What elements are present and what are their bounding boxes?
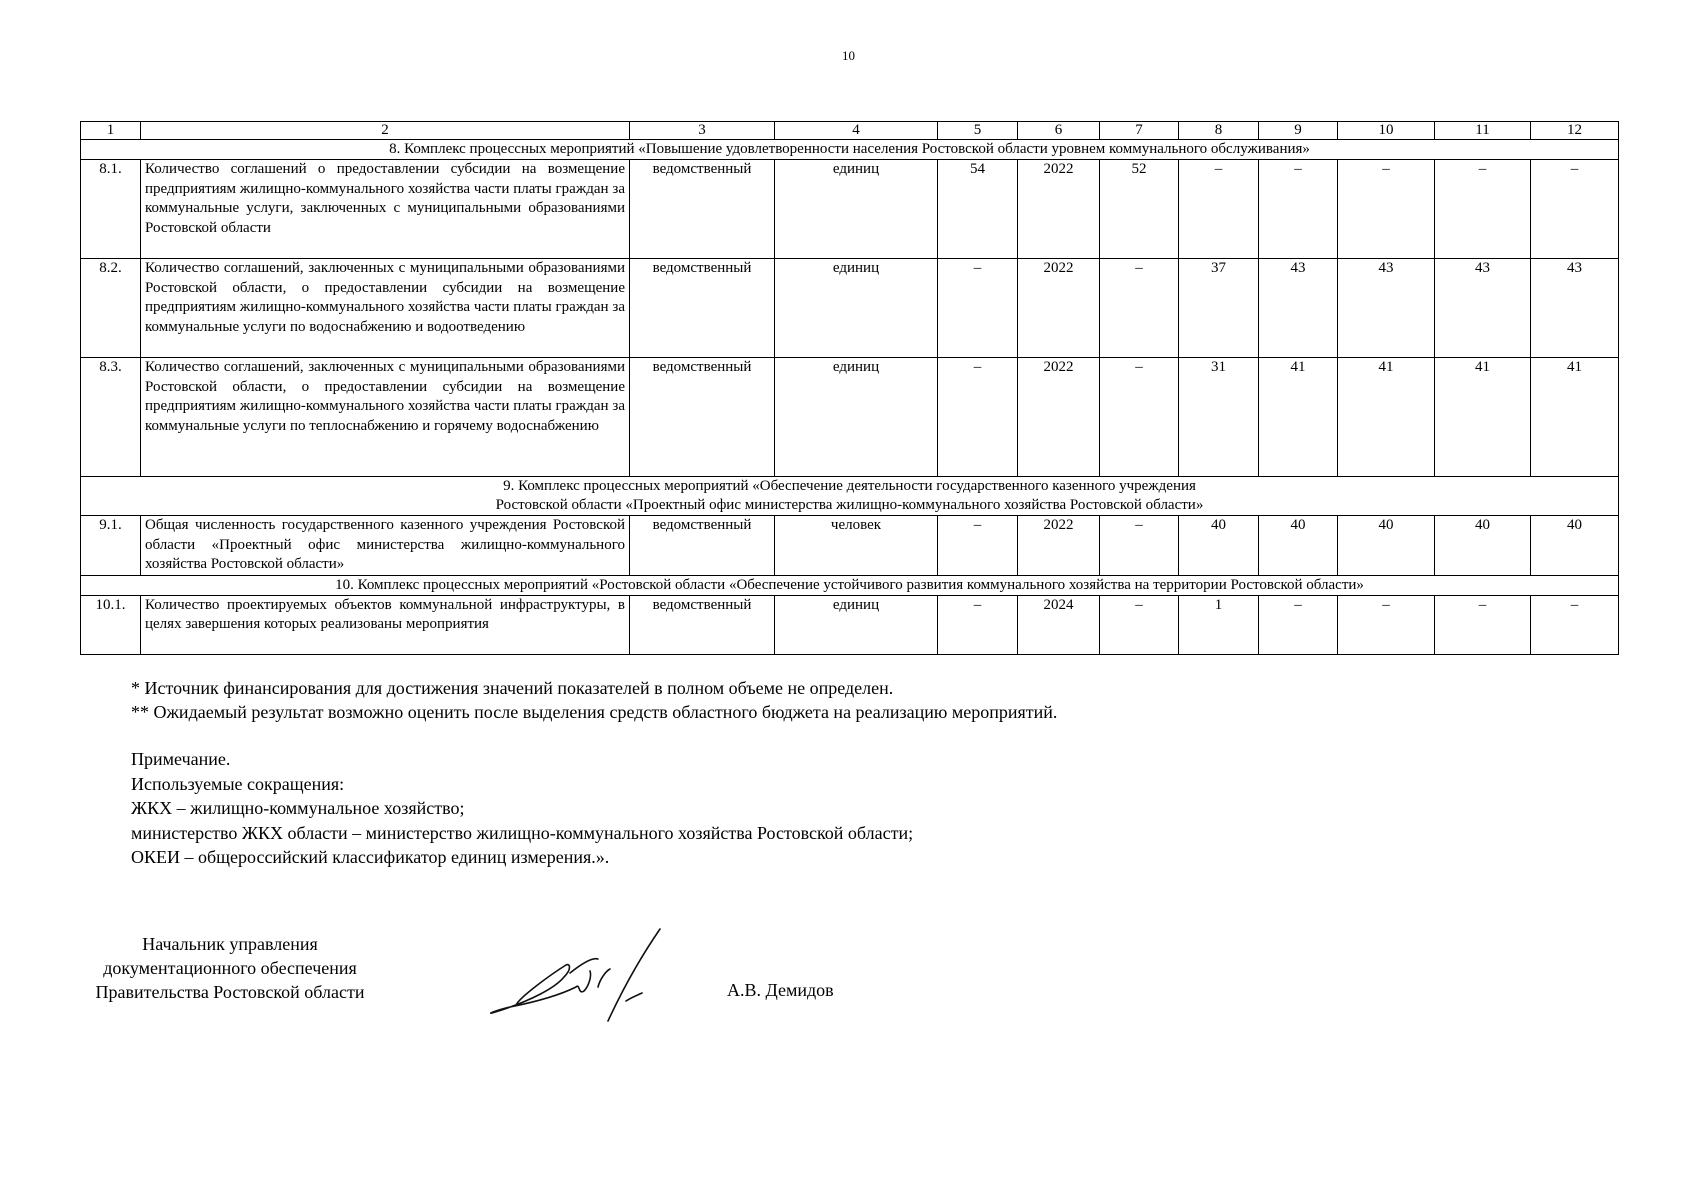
column-header: 9 [1259, 122, 1338, 140]
cell: – [1100, 259, 1179, 358]
cell: – [938, 595, 1018, 654]
row-number: 8.1. [81, 160, 141, 259]
cell: – [938, 516, 1018, 576]
cell: 40 [1338, 516, 1435, 576]
unit: единиц [775, 160, 938, 259]
cell: 40 [1531, 516, 1619, 576]
column-header: 12 [1531, 122, 1619, 140]
cell: 43 [1531, 259, 1619, 358]
indicator-type: ведомственный [630, 160, 775, 259]
cell: – [938, 259, 1018, 358]
indicator-name: Количество соглашений, заключенных с муниципальными образованиями Ростовской области, о предоставлении субсидии на возмещение предприятиям жилищно-коммунального хозяйства части платы граждан за коммунальные услуги по теплоснабжению и горячему водоснабжению [141, 358, 630, 477]
signatory-name: А.В. Демидов [727, 980, 834, 1000]
cell: 54 [938, 160, 1018, 259]
column-header: 4 [775, 122, 938, 140]
abbreviation-item: министерство ЖКХ области – министерство жилищно-коммунального хозяйства Ростовской области; [131, 822, 914, 843]
column-header: 2 [141, 122, 630, 140]
column-header: 7 [1100, 122, 1179, 140]
row-number: 8.3. [81, 358, 141, 477]
cell: – [1435, 160, 1531, 259]
table-row [81, 160, 1619, 259]
column-header: 1 [81, 122, 141, 140]
row-number: 9.1. [81, 516, 141, 576]
cell: – [1338, 160, 1435, 259]
abbreviations-title: Используемые сокращения: [131, 773, 345, 794]
unit: единиц [775, 595, 938, 654]
section-title-line: 9. Комплекс процессных мероприятий «Обеспечение деятельности государственного казенного учреждения [503, 478, 1196, 494]
unit: человек [775, 516, 938, 576]
column-header: 11 [1435, 122, 1531, 140]
table-row [81, 358, 1619, 477]
footnote: * Источник финансирования для достижения значений показателей в полном объеме не определен. [131, 678, 894, 698]
cell: – [1435, 595, 1531, 654]
indicator-name: Общая численность государственного казенного учреждения Ростовской области «Проектный офис министерства жилищно-коммунального хозяйства Ростовской области» [141, 516, 630, 576]
cell: 1 [1179, 595, 1259, 654]
cell: 43 [1338, 259, 1435, 358]
cell: 40 [1179, 516, 1259, 576]
abbreviations-note [131, 747, 913, 870]
column-header: 10 [1338, 122, 1435, 140]
unit: единиц [775, 358, 938, 477]
cell: – [1100, 595, 1179, 654]
cell: 31 [1179, 358, 1259, 477]
indicator-type: ведомственный [630, 259, 775, 358]
table-header-row [81, 122, 1619, 140]
abbreviation-item: ЖКХ – жилищно-коммунальное хозяйство; [131, 798, 465, 818]
cell: 40 [1259, 516, 1338, 576]
indicator-type: ведомственный [630, 595, 775, 654]
section-title: 8. Комплекс процессных мероприятий «Повышение удовлетворенности населения Ростовской области уровнем коммунального обслуживания» [81, 140, 1619, 160]
cell: – [1259, 160, 1338, 259]
indicators-table [80, 121, 1619, 655]
section-row [81, 477, 1619, 516]
note-heading: Примечание. [131, 749, 231, 769]
indicator-name: Количество соглашений, заключенных с муниципальными образованиями Ростовской области, о предоставлении субсидии на возмещение предприятиям жилищно-коммунального хозяйства части платы граждан за коммунальные услуги по водоснабжению и водоотведению [141, 259, 630, 358]
section-title [81, 477, 1619, 516]
unit: единиц [775, 259, 938, 358]
cell: 52 [1100, 160, 1179, 259]
signatory-title-line: Начальник управления [142, 934, 318, 954]
row-number: 8.2. [81, 259, 141, 358]
section-row [81, 575, 1619, 595]
page-number: 10 [842, 48, 855, 63]
section-title-line: Ростовской области «Проектный офис министерства жилищно-коммунального хозяйства Ростовской области» [495, 497, 1204, 513]
cell: 2022 [1018, 516, 1100, 576]
indicator-type: ведомственный [630, 358, 775, 477]
table-row [81, 516, 1619, 576]
table-row [81, 259, 1619, 358]
column-header: 6 [1018, 122, 1100, 140]
cell: 43 [1435, 259, 1531, 358]
indicator-type: ведомственный [630, 516, 775, 576]
column-header: 8 [1179, 122, 1259, 140]
section-row [81, 140, 1619, 160]
section-title: 10. Комплекс процессных мероприятий «Ростовской области «Обеспечение устойчивого развития коммунального хозяйства на территории Ростовской области» [81, 575, 1619, 595]
signatory-title-line: Правительства Ростовской области [95, 982, 365, 1002]
footnotes [131, 676, 1057, 724]
cell: 2024 [1018, 595, 1100, 654]
cell: – [1100, 516, 1179, 576]
cell: 41 [1259, 358, 1338, 477]
signatory-title-line: документационного обеспечения [103, 958, 357, 978]
cell: 2022 [1018, 259, 1100, 358]
cell: 37 [1179, 259, 1259, 358]
footnote: ** Ожидаемый результат возможно оценить после выделения средств областного бюджета на реализацию мероприятий. [131, 702, 1058, 722]
cell: – [1531, 595, 1619, 654]
cell: – [1100, 358, 1179, 477]
cell: – [938, 358, 1018, 477]
column-header: 5 [938, 122, 1018, 140]
signatory-title [70, 932, 390, 1004]
cell: 41 [1338, 358, 1435, 477]
cell: 41 [1531, 358, 1619, 477]
table-row [81, 595, 1619, 654]
indicator-name: Количество проектируемых объектов коммунальной инфраструктуры, в целях завершения которых реализованы мероприятия [141, 595, 630, 654]
cell: – [1338, 595, 1435, 654]
cell: 40 [1435, 516, 1531, 576]
indicator-name: Количество соглашений о предоставлении субсидии на возмещение предприятиям жилищно-коммунального хозяйства части платы граждан за коммунальные услуги, заключенных с муниципальными образованиями Ростовской области [141, 160, 630, 259]
cell: 2022 [1018, 160, 1100, 259]
cell: – [1531, 160, 1619, 259]
cell: – [1179, 160, 1259, 259]
row-number: 10.1. [81, 595, 141, 654]
handwritten-signature [480, 925, 690, 1035]
cell: 2022 [1018, 358, 1100, 477]
cell: 43 [1259, 259, 1338, 358]
cell: 41 [1435, 358, 1531, 477]
column-header: 3 [630, 122, 775, 140]
abbreviation-item: ОКЕИ – общероссийский классификатор единиц измерения.». [131, 847, 610, 867]
cell: – [1259, 595, 1338, 654]
